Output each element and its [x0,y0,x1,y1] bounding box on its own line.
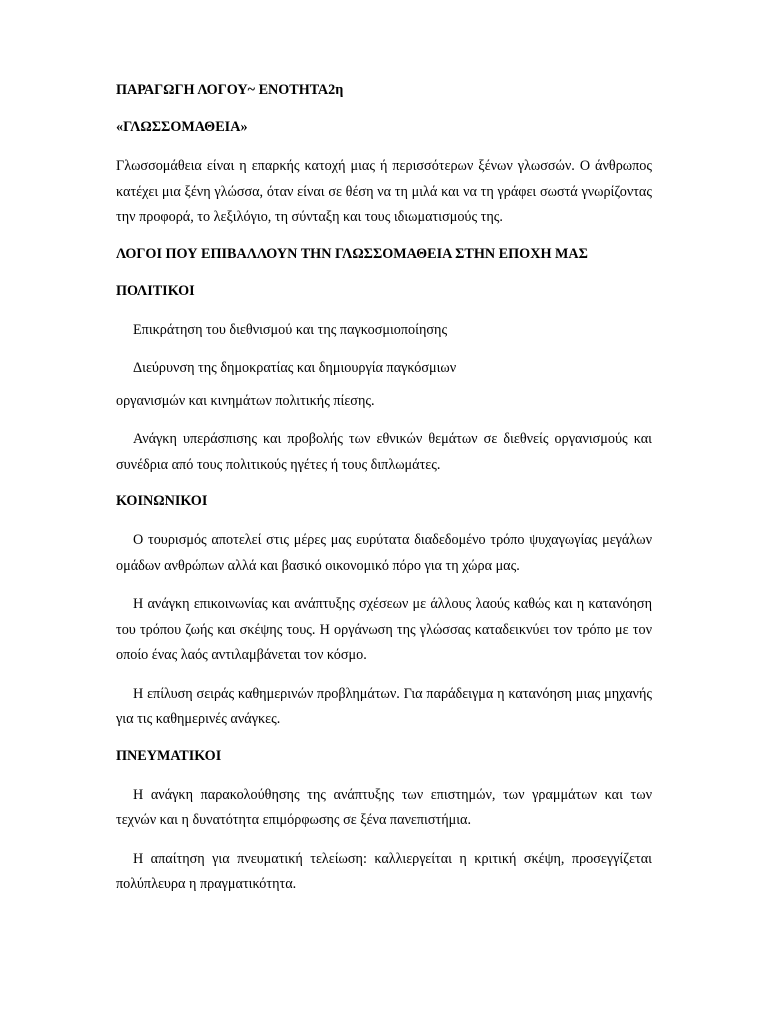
spiritual-item: Η ανάγκη παρακολούθησης της ανάπτυξης των επιστημών, των γραμμάτων και των τεχνών και η δυνατότητα επιμόρφωσης σε ξένα πανεπιστήμια. [116,786,652,828]
political-item: Επικράτηση του διεθνισμού και της παγκοσμιοποίησης [133,321,448,338]
reasons-heading: ΛΟΓΟΙ ΠΟΥ ΕΠΙΒΑΛΛΟΥΝ ΤΗΝ ΓΛΩΣΣΟΜΑΘΕΙΑ ΣΤΗΝ ΕΠΟΧΗ ΜΑΣ [116,245,588,262]
political-item: οργανισμών και κινημάτων πολιτικής πίεσης. [116,392,375,409]
political-item: Ανάγκη υπεράσπισης και προβολής των εθνικών θεμάτων σε διεθνείς οργανισμούς και συνέδρια από τους πολιτικούς ηγέτες ή τους διπλωμάτες. [116,431,652,473]
social-heading: ΚΟΙΝΩΝΙΚΟΙ [116,493,208,509]
social-item: Η ανάγκη επικοινωνίας και ανάπτυξης σχέσεων με άλλους λαούς καθώς και η κατανόηση του τρόπου ζωής και σκέψης τους. Η οργάνωση της γλώσσας καταδεικνύει τον τρόπο με τον οποίο ένας λαός αντιλαμβάνεται τον κόσμο. [116,596,652,663]
definition-paragraph: Γλωσσομάθεια είναι η επαρκής κατοχή μιας ή περισσότερων ξένων γλωσσών. Ο άνθρωπος κατέχει μια ξένη γλώσσα, όταν είναι σε θέση να τη μιλά και να τη γράφει σωστά γνωρίζοντας την προφορά, το λεξιλόγιο, τη σύνταξη και τους ιδιωματισμούς της. [116,158,652,225]
political-item: Διεύρυνση της δημοκρατίας και δημιουργία παγκόσμιων [133,360,457,376]
document-subtitle: «ΓΛΩΣΣΟΜΑΘΕΙΑ» [116,119,248,135]
spiritual-item: Η απαίτηση για πνευματική τελείωση: καλλιεργείται η κριτική σκέψη, προσεγγίζεται πολύπλευρα η πραγματικότητα. [116,850,652,892]
political-heading: ΠΟΛΙΤΙΚΟΙ [116,282,195,299]
social-item: Η επίλυση σειράς καθημερινών προβλημάτων. Για παράδειγμα η κατανόηση μιας μηχανής για τις καθημερινές ανάγκες. [116,685,652,727]
spiritual-heading: ΠΝΕΥΜΑΤΙΚΟΙ [116,747,222,764]
document-title: ΠΑΡΑΓΩΓΗ ΛΟΓΟΥ~ ΕΝΟΤΗΤΑ2η [116,82,344,98]
social-item: Ο τουρισμός αποτελεί στις μέρες μας ευρύτατα διαδεδομένο τρόπο ψυχαγωγίας μεγάλων ομάδων ανθρώπων αλλά και βασικό οικονομικό πόρο για τη χώρα μας. [116,532,652,574]
